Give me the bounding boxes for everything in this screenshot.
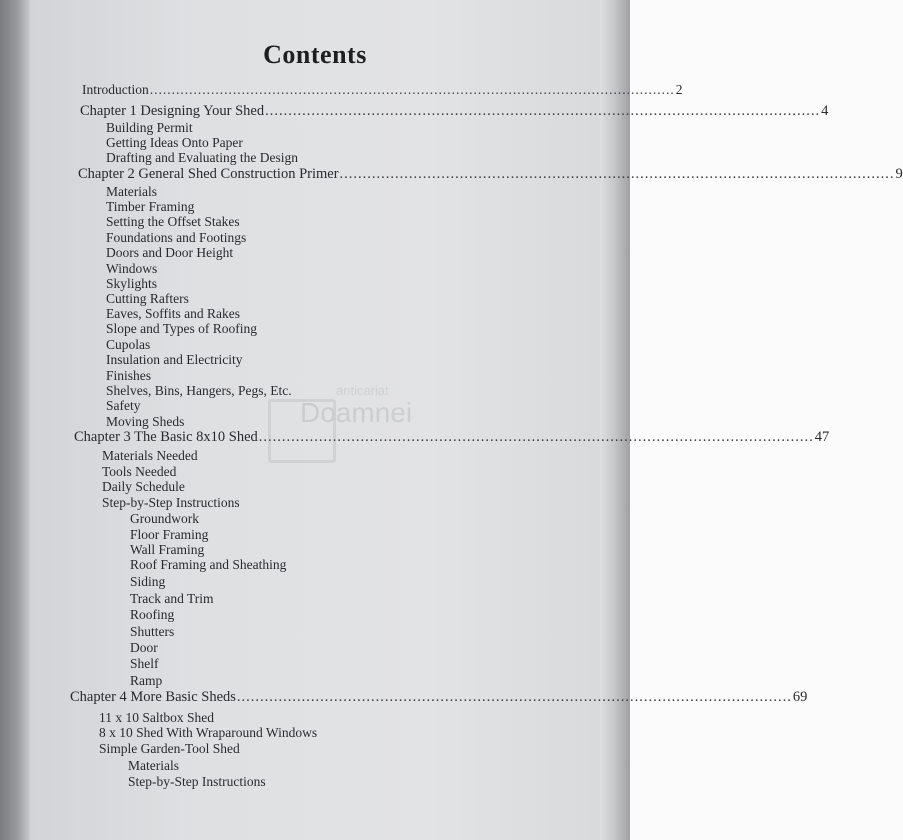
toc-subentry: Moving Sheds — [106, 414, 185, 429]
toc-subsubentry: Roofing — [130, 607, 175, 622]
toc-subentry: Doors and Door Height — [106, 245, 234, 260]
toc-subentry: Eaves, Soffits and Rakes — [106, 306, 240, 321]
toc-page-number: 69 — [792, 689, 808, 705]
toc-subentry: Windows — [106, 261, 158, 276]
leader-dots: ........................................................................................................................ — [149, 82, 675, 97]
leader-dots: ........................................................................................................................ — [236, 689, 792, 705]
toc-subentry: Shelves, Bins, Hangers, Pegs, Etc. — [106, 383, 292, 398]
toc-subentry: Safety — [106, 398, 141, 413]
toc-subsubentry: Floor Framing — [130, 527, 209, 542]
toc-subentry: Building Permit — [106, 120, 193, 135]
toc-subsubentry: Ramp — [130, 673, 163, 688]
toc-subentry: Timber Framing — [106, 199, 195, 214]
leader-dots: ........................................................................................................................ — [265, 103, 821, 119]
toc-subentry: Tools Needed — [102, 464, 177, 479]
toc-subentry: Daily Schedule — [102, 479, 185, 494]
toc-subentry: Drafting and Evaluating the Design — [106, 150, 298, 165]
toc-entry-label: Chapter 1 Designing Your Shed — [80, 103, 265, 119]
toc-subsubentry: Door — [130, 640, 158, 655]
toc-page-number: 4 — [821, 103, 829, 119]
toc-subsubentry: Shelf — [130, 656, 159, 671]
toc-subentry: Materials — [106, 184, 157, 199]
toc-subsubentry: Step-by-Step Instructions — [128, 774, 266, 789]
toc-entry-label: Chapter 3 The Basic 8x10 Shed — [74, 429, 258, 445]
toc-subentry: 11 x 10 Saltbox Shed — [99, 710, 215, 725]
toc-subentry: Cupolas — [106, 337, 151, 352]
toc-page-number: 2 — [675, 82, 683, 97]
toc-subentry: Slope and Types of Roofing — [106, 321, 258, 336]
toc-subsubentry: Shutters — [130, 624, 175, 639]
toc-entry-label: Chapter 2 General Shed Construction Primer — [78, 166, 339, 182]
book-edge-right — [600, 0, 630, 840]
toc-entry-chapter-1 — [80, 103, 829, 119]
toc-subentry: Step-by-Step Instructions — [102, 495, 240, 510]
toc-entry-chapter-2 — [78, 166, 903, 182]
toc-entry-label: Introduction — [82, 82, 149, 97]
toc-subsubentry: Track and Trim — [130, 591, 214, 606]
toc-subentry: Foundations and Footings — [106, 230, 247, 245]
toc-subentry: Getting Ideas Onto Paper — [106, 135, 243, 150]
toc-entry-label: Chapter 4 More Basic Sheds — [70, 689, 236, 705]
toc-subentry: Cutting Rafters — [106, 291, 189, 306]
toc-entry-introduction — [82, 82, 683, 98]
toc-subentry: Skylights — [106, 276, 158, 291]
watermark-big-text: Doamnei — [300, 397, 413, 428]
toc-entry-chapter-4 — [70, 689, 808, 705]
toc-subentry: 8 x 10 Shed With Wraparound Windows — [99, 725, 318, 740]
toc-subsubentry: Wall Framing — [130, 542, 205, 557]
toc-subentry: Materials Needed — [102, 448, 198, 463]
toc-subsubentry: Siding — [130, 574, 166, 589]
toc-subentry: Insulation and Electricity — [106, 352, 243, 367]
watermark-small-text: anticariat — [336, 383, 389, 398]
toc-subentry: Setting the Offset Stakes — [106, 214, 240, 229]
toc-subsubentry: Groundwork — [130, 511, 199, 526]
leader-dots: ........................................................................................................................ — [258, 429, 814, 445]
toc-entry-chapter-3 — [74, 429, 830, 445]
toc-subsubentry: Materials — [128, 758, 179, 773]
toc-subsubentry: Roof Framing and Sheathing — [130, 557, 287, 572]
toc-page-number: 9 — [895, 166, 903, 182]
toc-subentry: Finishes — [106, 368, 152, 383]
toc-page-number: 47 — [814, 429, 830, 445]
page-title: Contents — [263, 40, 367, 69]
toc-subentry: Simple Garden-Tool Shed — [99, 741, 240, 756]
leader-dots: ........................................................................................................................ — [339, 166, 895, 182]
book-edge-left — [0, 0, 30, 840]
book-page — [30, 0, 903, 840]
